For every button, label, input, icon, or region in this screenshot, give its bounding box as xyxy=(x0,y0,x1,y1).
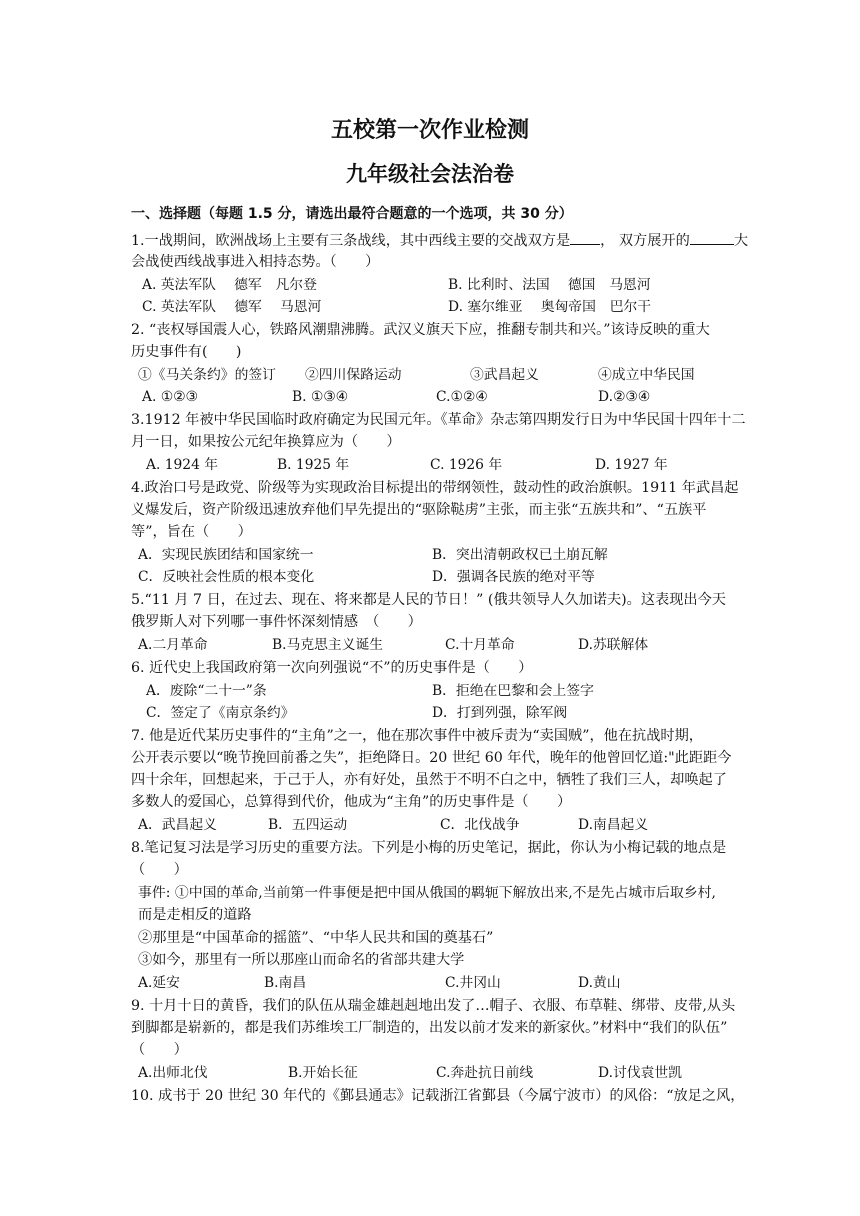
q2-item-3: ③武昌起义 xyxy=(470,367,539,383)
section-heading: 一、选择题（每题 1.5 分，请选出最符合题意的一个选项，共 30 分） xyxy=(131,206,573,222)
exam-title: 五校第一次作业检测 xyxy=(330,118,529,143)
q8-note-line1: 事件: ①中国的革命,当前第一件事便是把中国从俄国的羁轭下解放出来,不是先占城市后取乡村, xyxy=(138,885,716,901)
q1-blank-1 xyxy=(570,230,600,245)
q9-stem-line3: （ ） xyxy=(131,1042,188,1058)
q7-stem-line4: 多数人的爱国心，总算得到代价，他成为“主角”的历史事件是（ ） xyxy=(131,794,572,810)
q9-option-a: A.出师北伐 xyxy=(138,1065,208,1081)
q1-stem-line1: 1.一战期间，欧洲战场上主要有三条战线，其中西线主要的交战双方是 ， 双方展开的 大 xyxy=(131,230,748,251)
q6-stem-line1: 6. 近代史上我国政府第一次向列强说“不”的历史事件是（ ） xyxy=(131,660,533,676)
q3-stem-line1: 3.1912 年被中华民国临时政府确定为民国元年。《革命》杂志第四期发行日为中华民国十四年十二 xyxy=(131,412,746,428)
q6-option-a: A．废除“二十一”条 xyxy=(146,683,267,699)
q1-blank-2 xyxy=(690,230,734,245)
q10-stem-line1: 10. 成书于 20 世纪 30 年代的《鄞县通志》记载浙江省鄞县（今属宁波市）的风俗：“放足之风， xyxy=(131,1088,745,1104)
q1-option-c: C. 英法军队 德军 马恩河 xyxy=(142,299,322,315)
q4-stem-line3: 等”，旨在（ ） xyxy=(131,524,252,540)
q4-option-c: C．反映社会性质的根本变化 xyxy=(138,569,315,585)
q6-option-c: C．签定了《南京条约》 xyxy=(146,705,295,721)
q8-option-d: D.黄山 xyxy=(578,975,621,991)
q9-stem-line2: 到脚都是崭新的，都是我们苏维埃工厂制造的，出发以前才发来的新家伙。”材料中“我们的队伍” xyxy=(131,1020,728,1036)
q4-stem-line1: 4.政治口号是政党、阶级等为实现政治目标提出的带纲领性，鼓动性的政治旗帜。1911 年武昌起 xyxy=(131,480,739,496)
q8-option-b: B.南昌 xyxy=(264,975,307,991)
q7-stem-line2: 公开表示要以“晚节挽回前番之失”，拒绝降日。20 世纪 60 年代，晚年的他曾回忆道:"此距距今 xyxy=(131,750,732,766)
q3-stem-line2: 月一日，如果按公元纪年换算应为（ ） xyxy=(131,434,401,450)
q1-option-a: A. 英法军队 德军 凡尔登 xyxy=(142,277,317,293)
q5-option-c: C.十月革命 xyxy=(445,637,515,653)
q5-option-b: B.马克思主义诞生 xyxy=(272,637,384,653)
q2-option-b: B. ①③④ xyxy=(292,389,349,405)
q8-option-a: A.延安 xyxy=(138,975,180,991)
q2-stem-line2: 历史事件有( ) xyxy=(131,344,242,360)
q2-stem-line1: 2. “丧权辱国震人心，铁路风潮鼎沸腾。武汉义旗天下应，推翻专制共和兴。”该诗反映的重大 xyxy=(131,322,710,338)
q2-option-a: A. ①②③ xyxy=(142,389,198,405)
q7-stem-line3: 四十余年，回想起来，于己于人，亦有好处，虽然于不明不白之中，牺牲了我们三人，却唤起了 xyxy=(131,772,727,788)
q1-stem-line2: 会战使西线战事进入相持态势。（ ） xyxy=(131,254,380,270)
q2-option-d: D.②③④ xyxy=(598,389,651,405)
q8-note-line3: ②那里是“中国革命的摇篮”、“中华人民共和国的奠基石” xyxy=(138,930,494,946)
q3-option-a: A. 1924 年 xyxy=(146,457,219,473)
q8-option-c: C.井冈山 xyxy=(445,975,501,991)
q4-option-b: B．突出清朝政权已土崩瓦解 xyxy=(432,547,608,563)
q9-option-d: D.讨伐袁世凯 xyxy=(598,1065,682,1081)
q2-item-1: ①《马关条约》的签订 xyxy=(138,367,276,383)
q1-option-b: B. 比利时、法国 德国 马恩河 xyxy=(448,277,651,293)
exam-subtitle: 九年级社会法治卷 xyxy=(346,162,514,186)
q9-stem-line1: 9. 十月十日的黄昏，我们的队伍从瑞金雄赳赳地出发了…帽子、衣服、布草鞋、绑带、皮带,从头 xyxy=(131,998,736,1014)
q7-option-c: C．北伐战争 xyxy=(440,817,520,833)
q7-option-a: A．武昌起义 xyxy=(138,817,217,833)
q8-stem-line2: （ ） xyxy=(131,862,188,878)
q9-option-c: C.奔赴抗日前线 xyxy=(436,1065,534,1081)
q3-option-c: C. 1926 年 xyxy=(430,457,503,473)
q2-option-c: C.①②④ xyxy=(436,389,488,405)
q6-option-b: B．拒绝在巴黎和会上签字 xyxy=(432,683,594,699)
q8-note-line2: 而是走相反的道路 xyxy=(138,907,252,923)
q4-option-a: A．实现民族团结和国家统一 xyxy=(138,547,314,563)
q3-option-b: B. 1925 年 xyxy=(277,457,350,473)
q5-stem-line2: 俄罗斯人对下列哪一事件怀深刻情感 （ ） xyxy=(131,614,422,630)
q8-note-line4: ③如今，那里有一所以那座山而命名的省部共建大学 xyxy=(138,952,465,968)
q5-option-d: D.苏联解体 xyxy=(578,637,649,653)
q8-stem-line1: 8.笔记复习法是学习历史的重要方法。下列是小梅的历史笔记，据此，你认为小梅记载的地点是 xyxy=(131,840,727,856)
q3-option-d: D. 1927 年 xyxy=(595,457,668,473)
q9-option-b: B.开始长征 xyxy=(288,1065,358,1081)
q2-item-2: ②四川保路运动 xyxy=(305,367,402,383)
q7-option-d: D.南昌起义 xyxy=(578,817,649,833)
q6-option-d: D．打到列强，除军阀 xyxy=(432,705,568,721)
q2-item-4: ④成立中华民国 xyxy=(598,367,695,383)
q1-option-d: D. 塞尔维亚 奥匈帝国 巴尔干 xyxy=(448,299,652,315)
q5-stem-line1: 5.“11 月 7 日，在过去、现在、将来都是人民的节日！” (俄共领导人久加诺夫)。这表现出今天 xyxy=(131,592,726,608)
q5-option-a: A.二月革命 xyxy=(138,637,208,653)
q7-stem-line1: 7. 他是近代某历史事件的“主角”之一，他在那次事件中被斥责为“卖国贼”，他在抗战时期， xyxy=(131,728,703,744)
q7-option-b: B．五四运动 xyxy=(268,817,348,833)
q4-stem-line2: 义爆发后，资产阶级迅速放弃他们早先提出的“驱除鞑虏”主张，而主张“五族共和”、“五族平 xyxy=(131,502,707,518)
q4-option-d: D．强调各民族的绝对平等 xyxy=(432,569,595,585)
